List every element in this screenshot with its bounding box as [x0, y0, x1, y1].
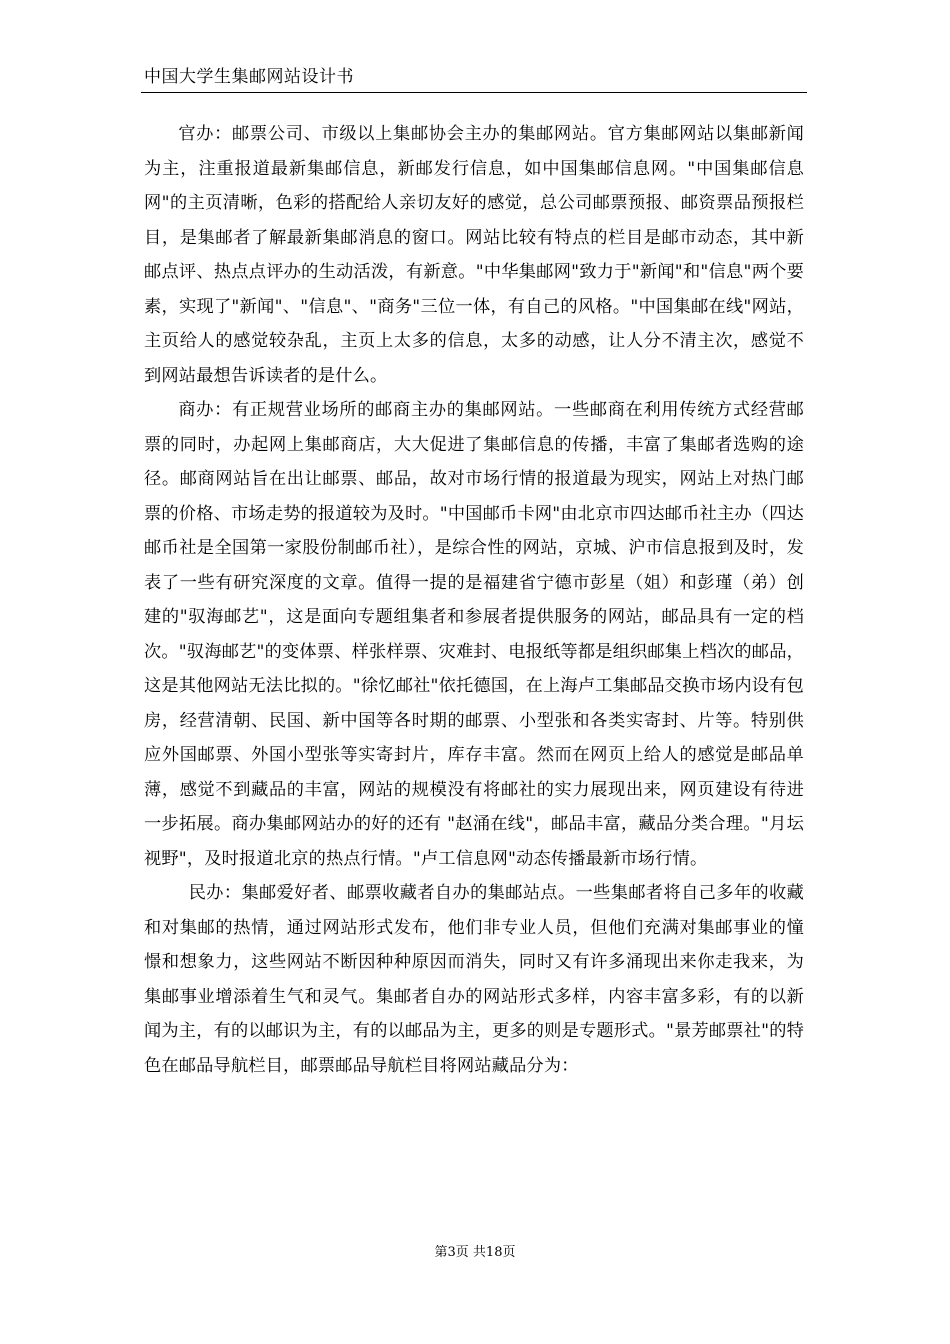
paragraph-official: 官办：邮票公司、市级以上集邮协会主办的集邮网站。官方集邮网站以集邮新闻为主，注重报道最新集邮信息，新邮发行信息，如中国集邮信息网。"中国集邮信息网"的主页清晰，色彩的搭配给人亲切友好的感觉，总公司邮票预报、邮资票品预报栏目，是集邮者了解最新集邮消息的窗口。网站比较有特点的栏目是邮市动态，其中新邮点评、热点点评办的生动活泼，有新意。"中华集邮网"致力于"新闻"和"信息"两个要素，实现了"新闻"、"信息"、"商务"三位一体，有自己的风格。"中国集邮在线"网站，主页给人的感觉较杂乱，主页上太多的信息，太多的动感，让人分不清主次，感觉不到网站最想告诉读者的是什么。	[144, 124, 804, 386]
page-number: 第3页 共18页	[434, 1245, 516, 1260]
page-body	[144, 117, 804, 1083]
paragraph-commercial: 商办：有正规营业场所的邮商主办的集邮网站。一些邮商在利用传统方式经营邮票的同时，办起网上集邮商店，大大促进了集邮信息的传播，丰富了集邮者选购的途径。邮商网站旨在出让邮票、邮品，故对市场行情的报道最为现实，网站上对热门邮票的价格、市场走势的报道较为及时。"中国邮币卡网"由北京市四达邮币社主办（四达邮币社是全国第一家股份制邮币社），是综合性的网站，京城、沪市信息报到及时，发表了一些有研究深度的文章。值得一提的是福建省宁德市彭星（姐）和彭瑾（弟）创建的"驭海邮艺"，这是面向专题组集者和参展者提供服务的网站，邮品具有一定的档次。"驭海邮艺"的变体票、样张样票、灾难封、电报纸等都是组织邮集上档次的邮品，这是其他网站无法比拟的。"徐忆邮社"依托德国，在上海卢工集邮品交换市场内设有包房，经营清朝、民国、新中国等各时期的邮票、小型张和各类实寄封、片等。特别供应外国邮票、外国小型张等实寄封片，库存丰富。然而在网页上给人的感觉是邮品单薄，感觉不到藏品的丰富，网站的规模没有将邮社的实力展现出来，网页建设有待进一步拓展。商办集邮网站办的好的还有 "赵涌在线"，邮品丰富，藏品分类合理。"月坛视野"，及时报道北京的热点行情。"卢工信息网"动态传播最新市场行情。	[144, 400, 804, 869]
paragraph-private: 民办：集邮爱好者、邮票收藏者自办的集邮站点。一些集邮者将自己多年的收藏和对集邮的热情，通过网站形式发布，他们非专业人员，但他们充满对集邮事业的憧憬和想象力，这些网站不断因种种原因而消失，同时又有许多涌现出来你走我来，为集邮事业增添着生气和灵气。集邮者自办的网站形式多样，内容丰富多彩，有的以新闻为主，有的以邮识为主，有的以邮品为主，更多的则是专题形式。"景芳邮票社"的特色在邮品导航栏目，邮票邮品导航栏目将网站藏品分为：	[144, 883, 804, 1076]
page-header	[141, 66, 807, 93]
document-title: 中国大学生集邮网站设计书	[144, 67, 354, 87]
